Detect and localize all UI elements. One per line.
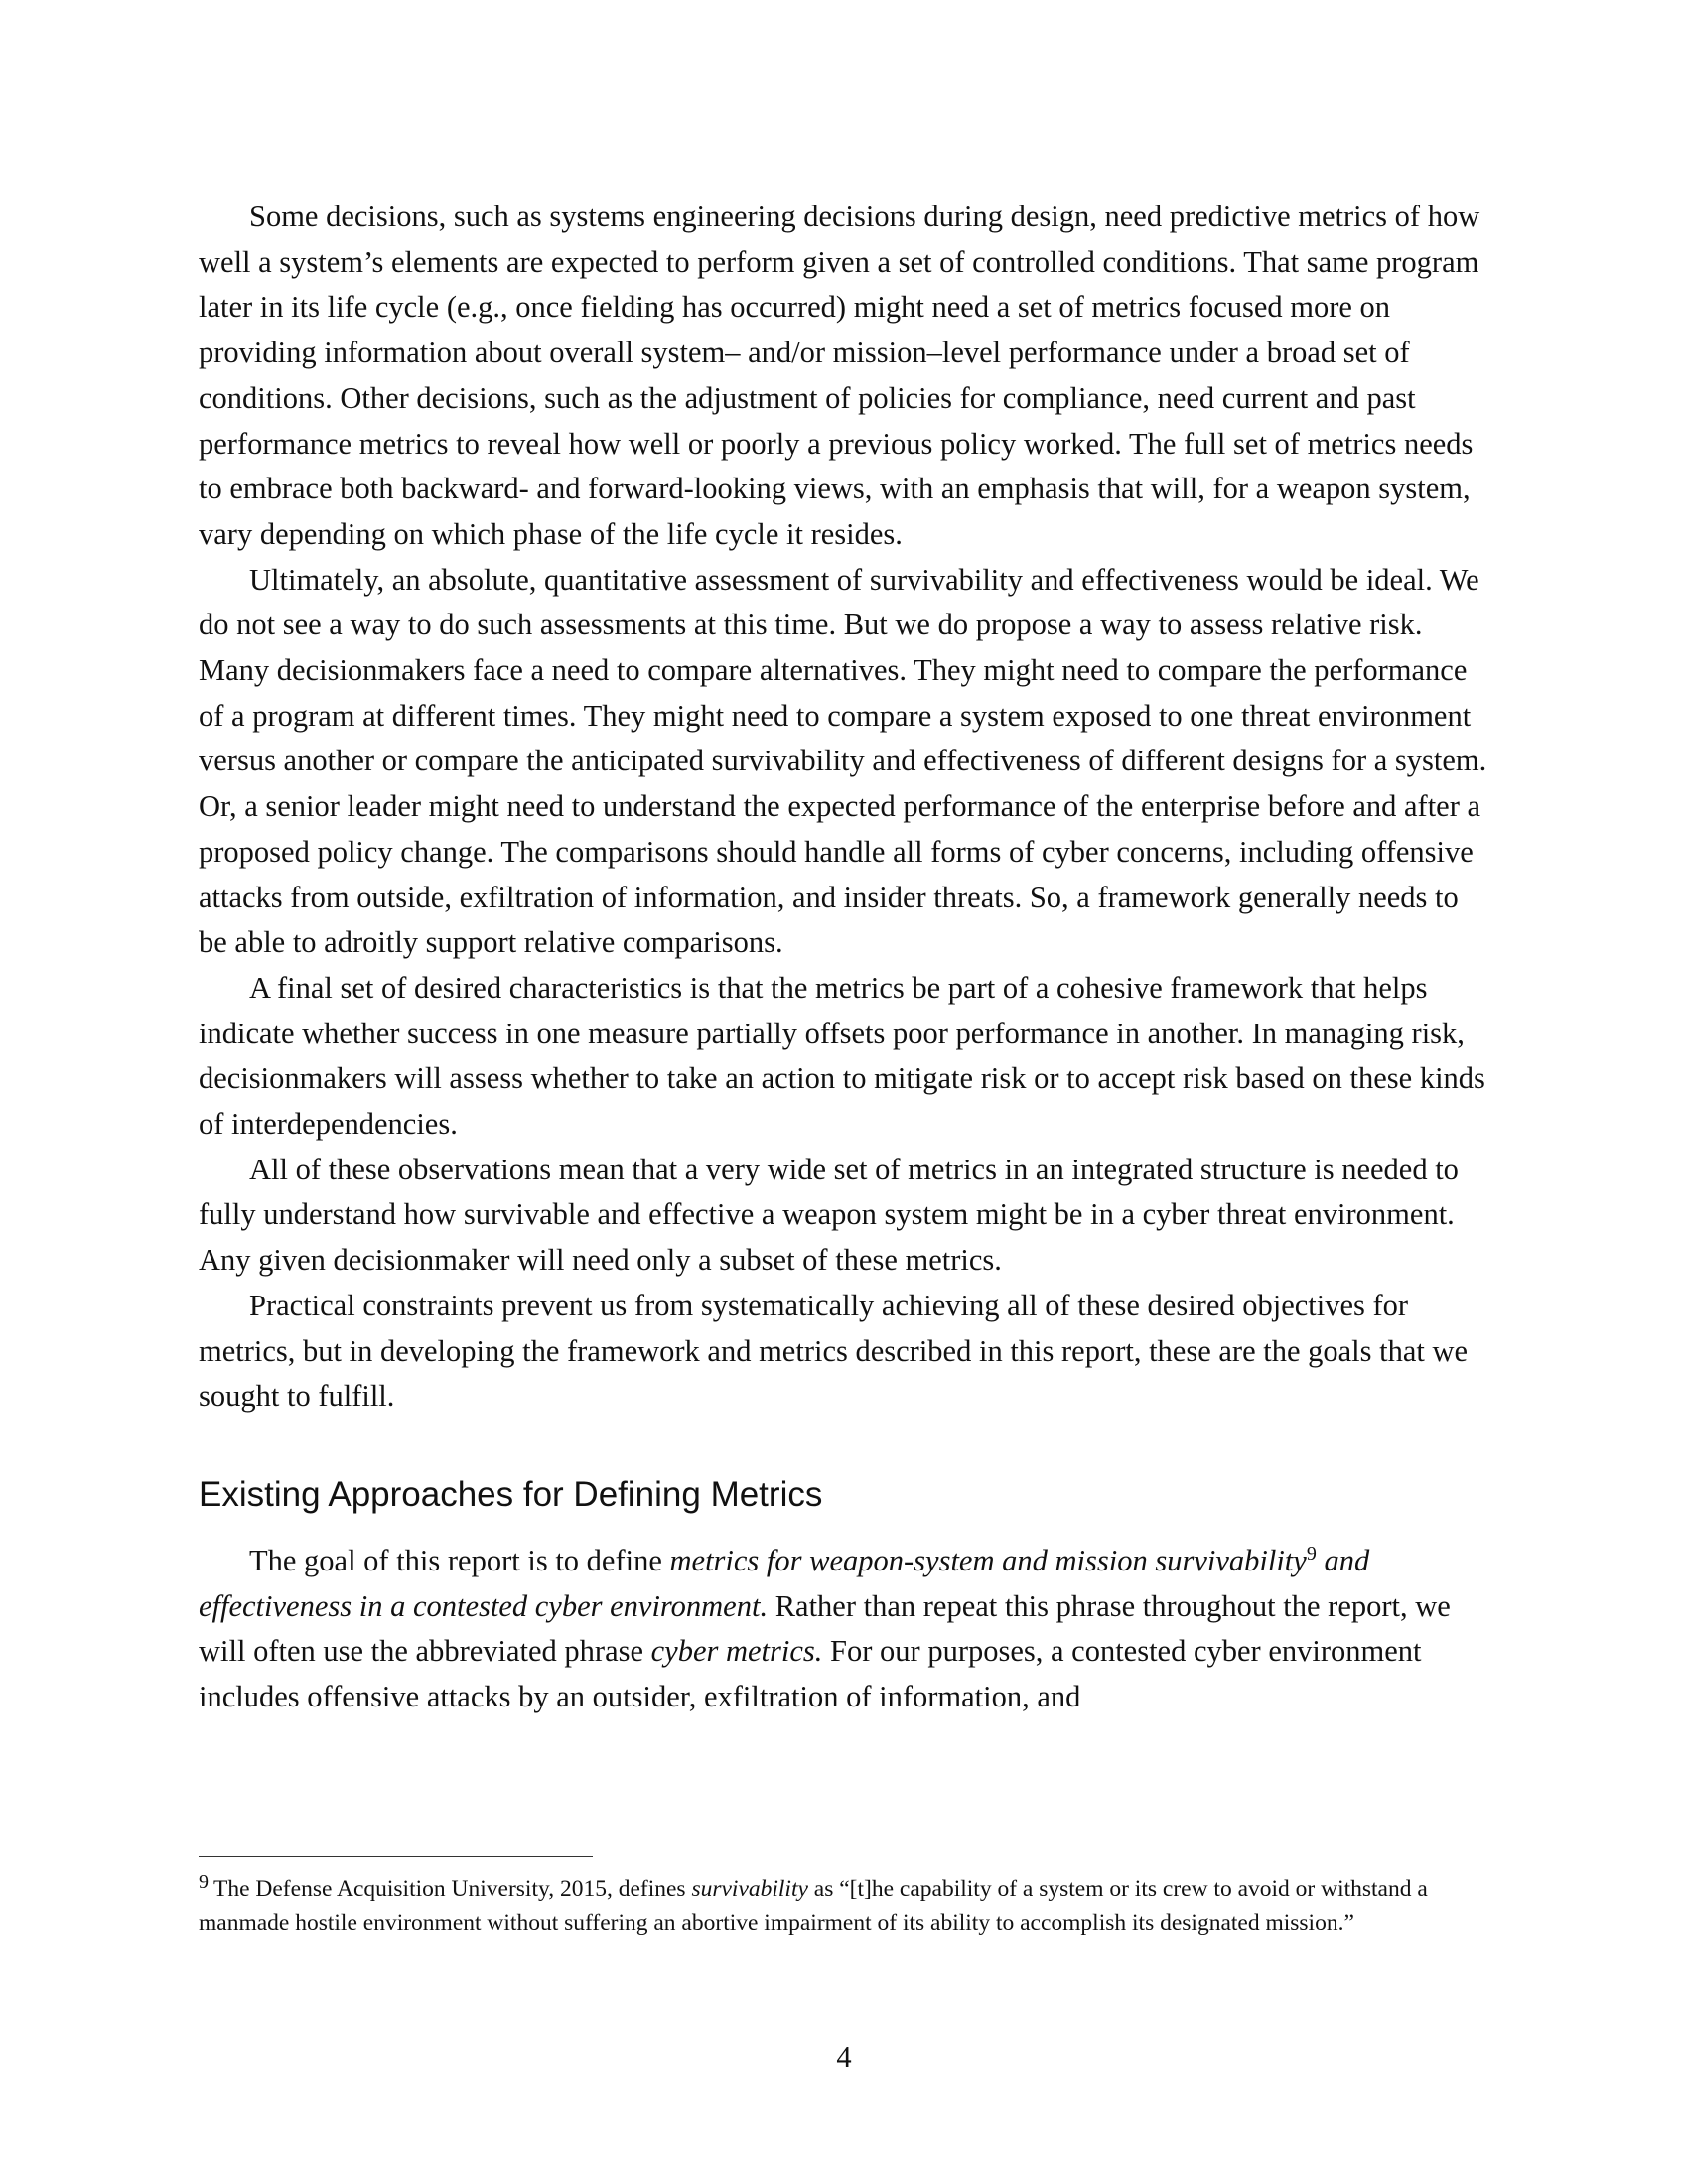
paragraph-relative-risk: Ultimately, an absolute, quantitative assessment of survivability and effectiveness would be ideal. We do not see a way to do such assessments at this time. But we do propose a way to assess relative risk. Many decisionmakers face a need to compare alternatives. They might need to compare the performance of a program at different times. They might need to compare a system exposed to one threat environment versus another or compare the anticipated survivability and effectiveness of different designs for a system. Or, a senior leader might need to understand the expected performance of the enterprise before and after a proposed policy change. The comparisons should handle all forms of cyber concerns, including offensive attacks from outside, exfiltration of information, and insider threats. So, a framework generally needs to be able to adroitly support relative comparisons. — [199, 562, 1487, 960]
paragraph-integrated-structure: All of these observations mean that a very wide set of metrics in an integrated structure is needed to fully understand how survivable and effective a weapon system might be in a cyber threat environment. Any given decisionmaker will need only a subset of these metrics. — [199, 1152, 1459, 1278]
paragraph-cohesive-framework: A final set of desired characteristics is that the metrics be part of a cohesive framework that helps indicate whether success in one measure partially offsets poor performance in another. In managing risk, decisionmakers will assess whether to take an action to mitigate risk or to accept risk based on these kinds of interdependencies. — [199, 970, 1485, 1142]
report-goal-emphasis-cyber-metrics: cyber metrics. — [650, 1634, 823, 1669]
footnote-reference[interactable]: 9 — [1306, 1542, 1317, 1565]
paragraph-practical-constraints: Practical constraints prevent us from systematically achieving all of these desired objectives for metrics, but in developing the framework and metrics described in this report, these are the goals that we sought to fulfill. — [199, 1288, 1469, 1414]
footnote — [199, 1873, 1489, 1940]
footnote-separator — [199, 1856, 593, 1857]
report-goal-text-middle: Rather than repeat this phrase throughout the report, we will often use the abbreviated phrase — [199, 1588, 1451, 1669]
footnote-text-end: as “[t]he capability of a system or its crew to avoid or withstand a manmade hostile environment without suffering an abortive impairment of its ability to accomplish its designated mission.” — [199, 1876, 1428, 1936]
footnote-text-start: The Defense Acquisition University, 2015, defines — [213, 1876, 692, 1902]
page-body — [199, 195, 1491, 1720]
footnote-number: 9 — [199, 1871, 209, 1893]
paragraph-predictive-metrics: Some decisions, such as systems engineering decisions during design, need predictive metrics of how well a system’s elements are expected to perform given a set of controlled conditions. That same program later in its life cycle (e.g., once fielding has occurred) might need a set of metrics focused more on providing information about overall system– and/or mission–level performance under a broad set of conditions. Other decisions, such as the adjustment of policies for compliance, need current and past performance metrics to reveal how well or poorly a previous policy worked. The full set of metrics needs to embrace both backward- and forward-looking views, with an emphasis that will, for a weapon system, vary depending on which phase of the life cycle it resides. — [199, 200, 1480, 551]
report-goal-text-end: For our purposes, a contested cyber environment includes offensive attacks by an outsider, exfiltration of information, and — [199, 1634, 1422, 1714]
report-goal-emphasis-environment: and effectiveness in a contested cyber environment. — [199, 1543, 1370, 1623]
report-goal-text-start: The goal of this report is to define — [249, 1543, 670, 1577]
page-number: 4 — [836, 2040, 852, 2074]
section-heading: Existing Approaches for Defining Metrics — [199, 1474, 823, 1514]
paragraph-report-goal — [199, 1539, 1491, 1720]
report-goal-emphasis-metrics: metrics for weapon-system and mission survivability — [669, 1543, 1307, 1577]
footnote-emphasis: survivability — [691, 1876, 808, 1902]
